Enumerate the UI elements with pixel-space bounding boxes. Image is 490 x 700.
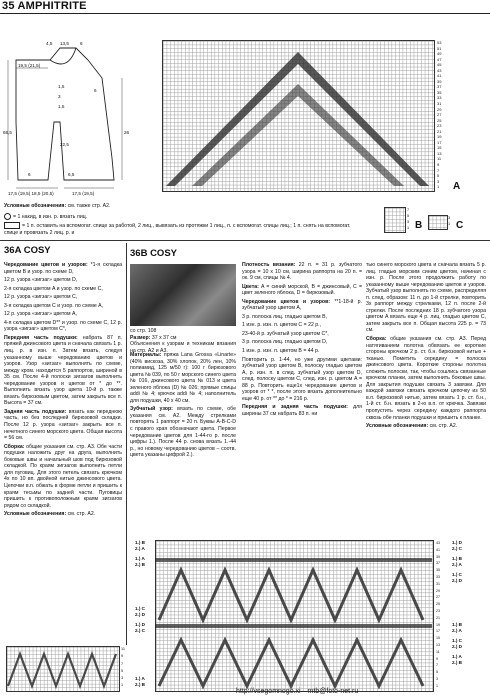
paragraph-text: 4-я складка цветом D** и узор. по схеме C, 12 р. узора «зигзаг» цветом C*, <box>4 319 122 333</box>
column-divider <box>126 243 127 645</box>
row-number: 35 <box>437 89 442 95</box>
color-label: 2.) C <box>452 546 462 551</box>
legend-line: = 1 п. оставить на вспомогат. спице за работой, 2 лиц., вывязать из протяжки 1 лиц., п. с вспомогат. спицы лиц.; 1 п. снять на вспомогат. спице и провязать 2 лиц. р. и <box>4 222 351 236</box>
color-label: 1.) A <box>135 676 145 681</box>
paragraph-text: см. стр. А2. <box>66 511 96 518</box>
paragraph-text: 12 р. узора «зигзаг» цветом D, <box>4 277 78 284</box>
paragraph-text: пряжа Lana Grossa «Linarte» (40% вискоза, 30% хлопок, 20% лен, 10% полиамид, 125 м/50 г): 100 г бирюзового цвета № 039, по 50 г морского синего цвета № 016, джинсового цвета № 013 и цвета зеленого яблока (D) № 026; прямые спицы addi № 4; крючок addi № 4; наполнитель для подушки, 40 х 40 см. <box>130 352 236 404</box>
row-number: 23 <box>436 608 440 613</box>
color-label: 1.) C <box>452 572 462 577</box>
row-number: 53 <box>437 40 442 45</box>
color-label: 2.) B <box>452 660 462 665</box>
color-label: 2.) B <box>135 562 145 567</box>
chart-b-label: B <box>415 220 423 231</box>
header-rule <box>0 13 490 14</box>
dim-label: 1,5 <box>58 84 65 89</box>
row-number: 29 <box>437 106 442 112</box>
size-value: 37 x 37 см <box>150 334 177 341</box>
row-number: 41 <box>437 73 442 79</box>
row-number: 15 <box>437 145 442 151</box>
row-number: 31 <box>437 101 442 107</box>
paragraph-heading: Передняя часть подушки: <box>4 334 78 341</box>
paragraph-heading: Передняя и задняя часть подушки: <box>242 404 348 411</box>
color-label: 1.) A <box>135 556 145 561</box>
row-number: 11 <box>121 647 125 651</box>
chart-a-label: A <box>453 181 461 192</box>
dim-label: 17,5 (19,5) 18,5 (20,5) <box>8 191 54 196</box>
dim-label: 6,5 <box>68 172 75 177</box>
row-number: 3 <box>121 676 124 681</box>
dim-label: 17,5 (19,5) <box>72 191 95 196</box>
dim-label: 1,5 <box>58 104 65 109</box>
row-number: 23 <box>437 123 442 129</box>
symbols-legend-top <box>4 203 364 236</box>
cable-symbol-icon <box>4 222 20 229</box>
section-36a-title: 36A COSY <box>4 245 51 256</box>
paragraph-text: 12 р. узора «зигзаг» цветом C, <box>4 294 78 301</box>
paragraph-heading: Условные обозначения: <box>4 511 67 518</box>
paragraph-heading: Сборка: <box>366 336 387 343</box>
page-title: 35 AMPHITRITE <box>2 0 87 12</box>
legend-heading-rest: см. также стр. А2. <box>66 203 111 209</box>
paragraph-text: 3 р. полоска лиц. гладью цветом B, <box>242 313 327 320</box>
row-number: 19 <box>436 622 440 627</box>
chart-36b-pattern <box>155 540 432 690</box>
chart-b-row-numbers <box>407 207 409 231</box>
color-label: 2.) D <box>135 612 145 617</box>
paragraph-heading: Сборка: <box>4 443 25 450</box>
row-number: 41 <box>436 547 440 552</box>
paragraph-text: см. стр. А2. <box>428 423 458 430</box>
row-number: 49 <box>437 51 442 57</box>
row-number: 17 <box>437 139 442 145</box>
row-number: 7 <box>121 661 124 666</box>
chart-36b-row-numbers <box>436 540 440 690</box>
section-divider <box>0 240 490 241</box>
row-number: 11 <box>437 156 442 162</box>
paragraph-text: 1 изн. р. изн. п. цветом B = 44 р. <box>242 348 320 355</box>
paragraph-text: A = синий морской, B = джинсовый, C = цвет зеленого яблока, D = бирюзовый. <box>242 283 362 297</box>
chart-b-grid <box>384 207 406 233</box>
row-number: 33 <box>437 95 442 101</box>
paragraph-text: 3-я складка цветом C и узор. по схеме A, <box>4 302 104 309</box>
row-number: 9 <box>437 162 440 168</box>
paragraph-text: 1 изн. р. изн. п. цветом C = 22 р., <box>242 322 322 329</box>
paragraph-text: 12 р. узора «зигзаг» цветом A, <box>4 311 77 318</box>
dim-label: 6 <box>94 88 97 93</box>
row-number: 35 <box>436 568 440 573</box>
pillow-photo <box>130 264 236 326</box>
color-label: 1.) D <box>452 540 462 545</box>
color-label: 1.) B <box>135 540 145 545</box>
row-number: 13 <box>436 642 440 647</box>
row-number: 47 <box>437 56 442 62</box>
dim-label: 22,5 <box>60 142 69 147</box>
dim-label: 4,5 <box>46 41 53 46</box>
color-label: 1.) C <box>135 606 145 611</box>
row-number: 37 <box>436 561 440 566</box>
row-number: 43 <box>436 541 440 545</box>
row-number: 21 <box>437 128 442 134</box>
row-number: 7 <box>436 663 438 668</box>
paragraph-heading: Чередование цветов и узоров: <box>242 298 331 305</box>
row-number: 39 <box>436 554 440 559</box>
row-number: 1 <box>121 683 124 688</box>
paragraph-text: 23-40-й р. зубчатый узор цветом C*, <box>242 330 329 337</box>
row-number: 29 <box>436 588 440 593</box>
row-number: 3 <box>437 178 440 184</box>
dim-label: 19,5 (21,5) <box>18 63 41 68</box>
row-number: 21 <box>436 615 440 620</box>
color-label: 2.) A <box>135 546 145 551</box>
row-number: 5 <box>436 670 438 675</box>
chart-c-grid <box>428 215 451 230</box>
paragraph-text: для ширины 37 см набрать 83 п. ни <box>242 404 362 417</box>
color-label: 1.) A <box>452 654 462 659</box>
color-label: 2.) B <box>135 682 145 687</box>
row-number: 13 <box>437 150 442 156</box>
dim-label: 13,5 <box>60 41 69 46</box>
row-number: 3 <box>436 676 438 681</box>
size-label: Размер: <box>130 334 151 341</box>
row-number: 3 <box>407 220 410 224</box>
paragraph-text: *1-я складка цветом B и узор. по схеме D, <box>4 262 123 275</box>
section-36b-col4 <box>366 262 486 432</box>
paragraph-text: общие указания см. стр. А3. Перед натягиванием полотна обвязать ее короткие стороны крючком 2 р. ст. б.н. бирюзовой нитью + тканью. Пометить середину = полоска джинсового цвета. Короткие стороны полотна сложить полоски, так, чтобы сошлись связанные крючком планки, затем выполнить боковые швы. Для закрытия подушки связать 3 завязки. Для каждой завязки связать крючком цепочку из 50 в.п. бирюзовой нитью, затем вязать 1 р. ст. б.н., 1-й ст. б.н. вязать в 2-ю в.п. от крючка. Завязки пропустить через середину каждого раппорта сквозь обе планки подушки и пришить к планке. <box>366 336 486 421</box>
paragraph-text: 22 п. = 31 р. зубчатого узора = 10 x 10 см, ширина раппорта на 20 п. = ок. 9 см, спицы № 4. <box>242 262 363 282</box>
footer-url: http://vsegomnogo.xi—mtb@foto-net.ru <box>236 688 359 695</box>
garment-schematic <box>2 38 142 200</box>
chart-zigzag-row-numbers <box>121 646 125 690</box>
paragraph-heading: Зубчатый узор: <box>130 406 173 413</box>
color-label: 1.) B <box>452 556 462 561</box>
row-number: 33 <box>436 574 440 579</box>
section-36b-col2 <box>130 352 236 461</box>
row-number: 3 <box>448 216 451 220</box>
dim-label: 6 <box>80 41 83 46</box>
photo-caption: со стр. 108 <box>130 328 157 334</box>
paragraph-text: Повторить р. 1-44, но уже другими цветами: зубчатый узор цветом B, полоску гладью цветом A, р. изн. п. в след. зубчатый узор цветом D, след. полоску цветом C, след. изн. р. цветом A = 88 р. Повторить еще1х чередование цветов и узоров от * *, после этого вязать дополнительно еще 40 р. от ** до * = 216 р. <box>242 356 362 402</box>
legend-line: = 1 накид, в изн. р. вязать лиц. <box>13 213 88 220</box>
yo-symbol-icon <box>4 213 11 220</box>
row-number: 25 <box>437 117 442 123</box>
row-number: 39 <box>437 78 442 84</box>
chart-c-row-numbers <box>448 215 450 227</box>
paragraph-text: 2-я складка цветом A и узор. по схеме C, <box>4 285 103 292</box>
chart-c-label: C <box>456 220 464 231</box>
row-number: 37 <box>437 84 442 90</box>
row-number: 31 <box>436 581 440 586</box>
paragraph-heading: Задняя часть подушки: <box>4 408 67 415</box>
paragraph-text: общие указания см. стр. А3. Обе части подушки наложить друг на друга, выполнить боковые швы и начальный шов под бирюзовой складкой. По краям зигзагов выполнить петли для пуговиц. Для этого петель связать крючком 4х по 10 вп. двойной нитью джинсового цвета. Цепочки в.п. обжать в форме петли и пришить к краям тесьмы по задней части. Пуговицы пришить к противоположным краям зигзагов рядом со складкой. <box>4 443 122 509</box>
chart-a-pattern <box>162 40 433 190</box>
section-36b-title: 36B COSY <box>130 248 177 259</box>
paragraph-text: набрать 87 п. пряжей джинсового цвета и сначала связать 1 р. лиц. р. в изн. п. Затем вязать, следуя указанному выше чередованию цветов и узоров. Узор «зигзаг» выполнять по схеме, между кром. находится 5 раппортов, шириной в 35 см. После 4-й полоски зигзагов выполнить чередование узоров и цветов от * до **. Выполнить вязать узор цвета 10-й р. также вязать бирюзовым цветом, затем закрыть все п. Высота = 37 см. <box>4 334 122 407</box>
color-label: 2.) D <box>452 578 462 583</box>
row-number: 9 <box>436 656 438 661</box>
row-number: 5 <box>437 173 440 179</box>
color-label: 2.) A <box>452 628 462 633</box>
row-number: 45 <box>437 62 442 68</box>
dim-label: 6 <box>28 172 31 177</box>
row-number: 7 <box>407 208 410 212</box>
color-label: 1.) C <box>452 638 462 643</box>
paragraph-heading: Чередование цветов и узоров: <box>4 262 88 268</box>
legend-heading: Условные обозначения: <box>4 203 67 209</box>
paragraph-text: **1-18-й р. зубчатый узор цветом A, <box>242 298 362 312</box>
row-number: 19 <box>437 134 442 140</box>
chart-a-row-numbers <box>437 40 449 190</box>
instruction-note: Объяснения к узорам и техникам вязания на стр. А2 и А3. <box>130 341 236 354</box>
row-number: 17 <box>436 629 440 634</box>
dim-label: 26 <box>124 130 130 135</box>
paragraph-heading: Материалы: <box>130 352 162 358</box>
paragraph-heading: Условные обозначения: <box>366 423 429 430</box>
paragraph-text: 3 р. полоска лиц. гладью цветом D, <box>242 339 328 346</box>
row-number: 15 <box>436 636 440 641</box>
row-number: 43 <box>437 67 442 73</box>
paragraph-heading: Цвета: <box>242 283 259 290</box>
row-number: 1 <box>437 184 440 190</box>
paragraph-text: тью синего морского цвета и сначала вязать 5 р. лиц. гладью морским синим цветом, начиная с изн. р. После этого продолжить работу по указанному выше чередованию цветов и узоров. Зубчатый узор выполнять по схеме, распределяя п. след. образом: 11 п. до 1-й стрелки, повторить 3х раппорт между стрелками, 12 п. после 2-й стрелки. После последних 18 р. зубчатого узора цветом A вязать еще 4 р. лиц. гладью цветом C, затем закрыть все п. Общая высота 225 р. = 73 см. <box>366 262 486 334</box>
color-label: 2.) A <box>452 562 462 567</box>
color-label: 2.) C <box>135 628 145 633</box>
color-label: 2.) D <box>452 644 462 649</box>
section-36b-col3 <box>242 262 362 419</box>
paragraph-heading: Плотность вязания: <box>242 262 296 268</box>
paragraph-text: вязать по схеме, обе указания см. А2. Между стрелками повторять 1 раппорт = 20 п. Буквы A-B-C-D с правого края обозначают цвета. Первое чередование цветов для 1-44-го р. после цифры 1.). После 44 р. снова вязать 1.-44 р., но новому чередованию цветов – соотв. цвета указаны цифрой 2.). <box>130 406 236 459</box>
row-number: 1 <box>407 226 410 230</box>
section-36a-text <box>4 262 122 520</box>
row-number: 27 <box>436 595 440 600</box>
row-number: 1 <box>448 222 451 226</box>
color-label: 1.) B <box>452 622 462 627</box>
paragraph-text: вязать как переднюю часть, но без последней бирюзовой складки. После 12 р. узора «зигзаг» закрыть все п. нечетного синего морского цвета. Общая высота = 56 см. <box>4 408 122 442</box>
chart-zigzag-pattern <box>6 646 118 690</box>
row-number: 11 <box>436 649 440 654</box>
color-label: 1.) D <box>135 622 145 627</box>
row-number: 25 <box>436 602 440 607</box>
dim-label: 3 <box>58 94 61 99</box>
row-number: 5 <box>407 214 410 218</box>
row-number: 9 <box>121 654 124 659</box>
row-number: 7 <box>437 167 440 173</box>
dim-label: 68,5 <box>3 130 12 135</box>
row-number: 51 <box>437 45 442 51</box>
row-number: 1 <box>436 683 438 688</box>
row-number: 27 <box>437 112 442 118</box>
row-number: 5 <box>121 668 124 673</box>
